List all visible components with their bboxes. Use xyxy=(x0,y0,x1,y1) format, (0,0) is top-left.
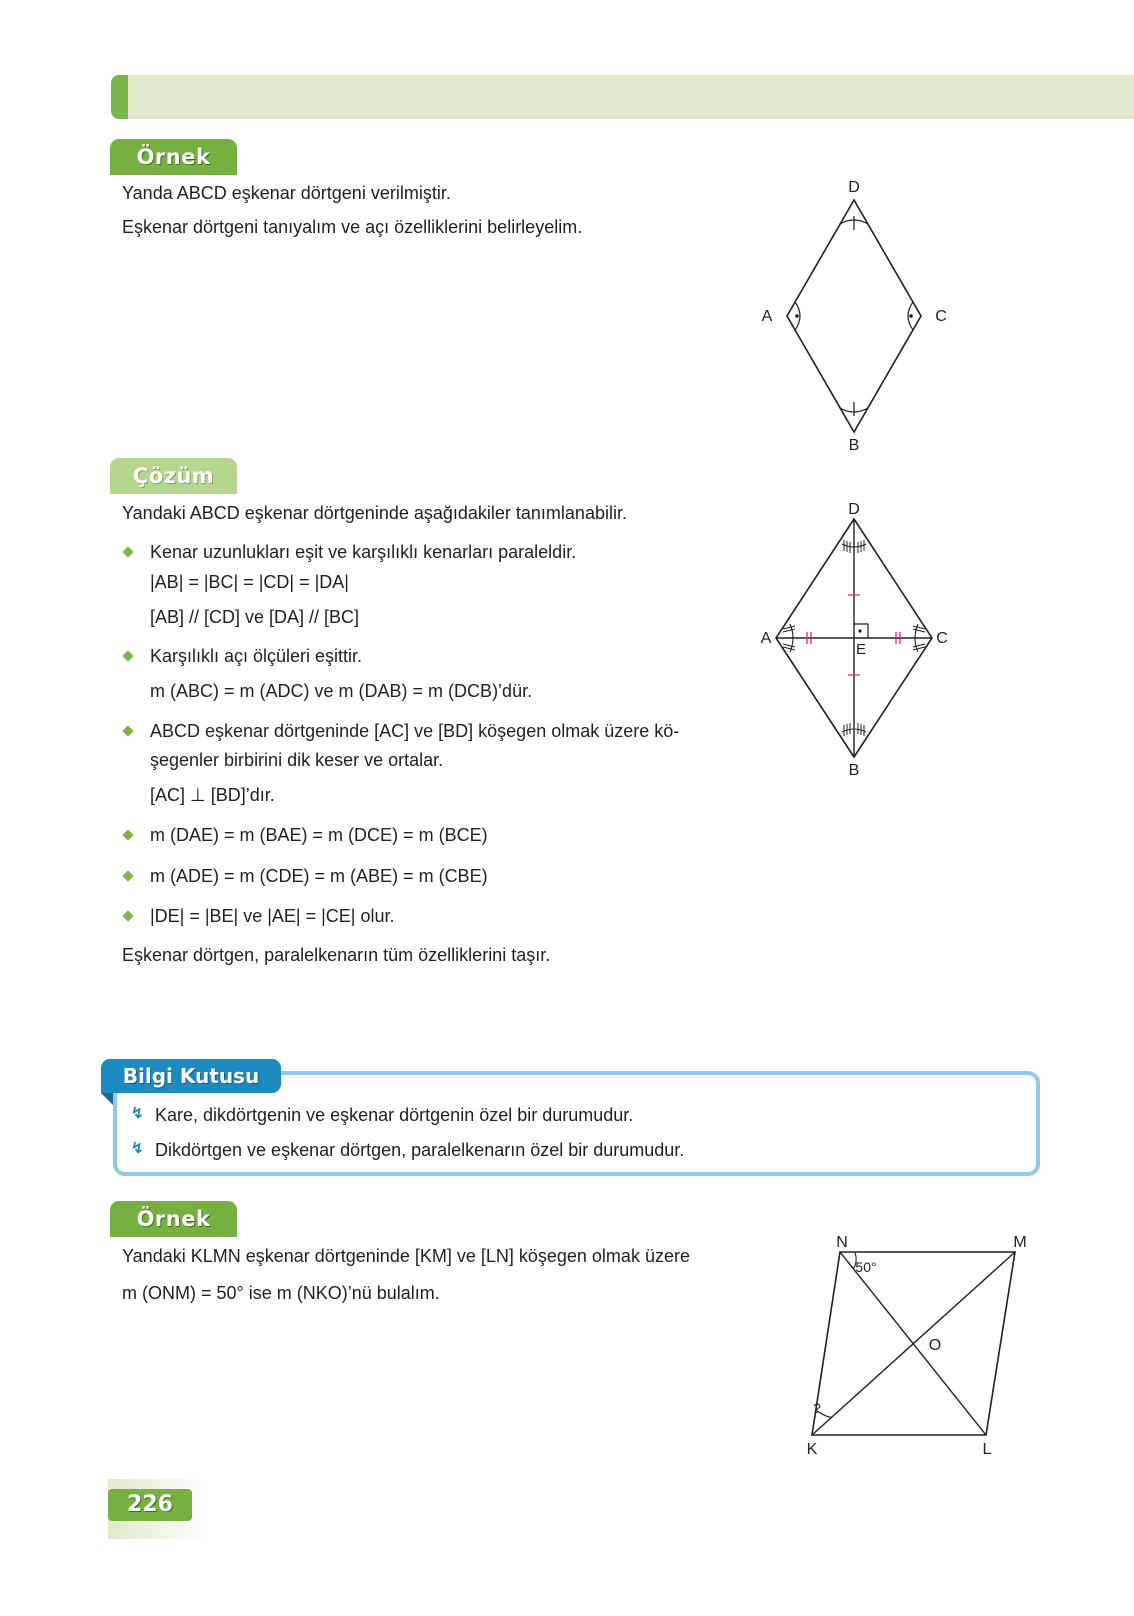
label-c2: C xyxy=(936,630,948,647)
right-angle-dot xyxy=(858,629,861,632)
example-2-line-2: m (ONM) = 50° ise m (NKO)’nü bulalım. xyxy=(122,1283,440,1303)
label-n: N xyxy=(836,1235,848,1251)
label-e: E xyxy=(855,641,867,658)
angle-dab: DAB xyxy=(364,681,402,701)
example-1-line-1: Yanda ABCD eşkenar dörtgeni verilmiştir. xyxy=(122,183,451,203)
info-box-tab: Bilgi Kutusu xyxy=(101,1059,281,1093)
info-item-1: Kare, dikdörtgenin ve eşkenar dörtgenin özel bir durumudur. xyxy=(155,1105,634,1125)
label-c: C xyxy=(935,308,947,325)
angle-dot-a xyxy=(795,314,799,318)
page-number: 226 xyxy=(108,1489,192,1521)
rhombus-abcd-figure xyxy=(750,175,970,465)
label-k: K xyxy=(806,1441,818,1458)
bullet-1-line-1: Kenar uzunlukları eşit ve karşılıklı kenarları paraleldir. xyxy=(150,542,577,562)
pin-icon: ↯ xyxy=(131,1105,144,1122)
pin-icon: ↯ xyxy=(131,1140,144,1157)
rhombus-klmn-figure xyxy=(780,1235,1040,1460)
bullet-3-line-2: şegenler birbirini dik keser ve ortalar. xyxy=(150,750,444,770)
bullet-1-line-3: [AB] // [CD] ve [DA] // [BC] xyxy=(150,607,360,627)
label-a: A xyxy=(761,308,773,325)
bullet-2-line-2: m (ABC) = m (ADC) ve m (DAB) = m (DCB)’dür. xyxy=(150,681,533,701)
header-band xyxy=(111,75,1134,119)
angle-adc: ADC xyxy=(265,681,304,701)
bullet-1 xyxy=(122,546,133,557)
angle-value-50: 50° xyxy=(855,1259,877,1275)
label-b2: B xyxy=(848,762,860,779)
info-box-tab-notch xyxy=(101,1093,113,1105)
bullet-5-line: m (ADE) = m (CDE) = m (ABE) = m (CBE) xyxy=(150,866,488,886)
angle-dot-c xyxy=(909,314,913,318)
label-m: M xyxy=(1013,1235,1027,1251)
label-d2: D xyxy=(848,501,860,518)
info-item-2: Dikdörtgen ve eşkenar dörtgen, paralelkenarın özel bir durumudur. xyxy=(155,1140,685,1160)
bullet-3-line-3: [AC] ⊥ [BD]’dır. xyxy=(150,785,275,805)
angle-onm: ONM xyxy=(148,1283,190,1303)
bullet-3 xyxy=(122,725,133,736)
label-a2: A xyxy=(760,630,772,647)
bullet-1-line-2: |AB| = |BC| = |CD| = |DA| xyxy=(150,572,349,592)
label-b: B xyxy=(848,437,860,454)
bullet-5 xyxy=(122,870,133,881)
example-1-line-2: Eşkenar dörtgeni tanıyalım ve açı özelliklerini belirleyelim. xyxy=(122,217,583,237)
label-d: D xyxy=(848,179,860,196)
label-o: O xyxy=(928,1337,942,1354)
angle-dcb: DCB xyxy=(454,681,493,701)
angle-nko: NKO xyxy=(302,1283,342,1303)
solution-intro: Yandaki ABCD eşkenar dörtgeninde aşağıdakiler tanımlanabilir. xyxy=(122,503,627,523)
rhombus-diagonals-figure xyxy=(750,495,970,795)
example-2-tab: Örnek xyxy=(110,1201,237,1237)
solution-tab: Çözüm xyxy=(110,458,237,494)
example-1-tab: Örnek xyxy=(110,139,237,175)
bullet-6-line: |DE| = |BE| ve |AE| = |CE| olur. xyxy=(150,906,395,926)
angle-abc: ABC xyxy=(176,681,214,701)
solution-closing: Eşkenar dörtgen, paralelkenarın tüm özelliklerini taşır. xyxy=(122,945,551,965)
bullet-4-line: m (DAE) = m (BAE) = m (DCE) = m (BCE) xyxy=(150,825,488,845)
bullet-4 xyxy=(122,829,133,840)
bullet-2 xyxy=(122,650,133,661)
example-2-line-1: Yandaki KLMN eşkenar dörtgeninde [KM] ve [LN] köşegen olmak üzere xyxy=(122,1246,690,1266)
bullet-6 xyxy=(122,910,133,921)
bullet-2-line-1: Karşılıklı açı ölçüleri eşittir. xyxy=(150,646,363,666)
label-l: L xyxy=(982,1441,992,1458)
diagonal-km xyxy=(812,1252,1015,1435)
bullet-3-line-1: ABCD eşkenar dörtgeninde [AC] ve [BD] köşegen olmak üzere kö- xyxy=(150,721,680,741)
angle-unknown: ? xyxy=(813,1400,821,1416)
rhombus-outline xyxy=(787,200,921,432)
